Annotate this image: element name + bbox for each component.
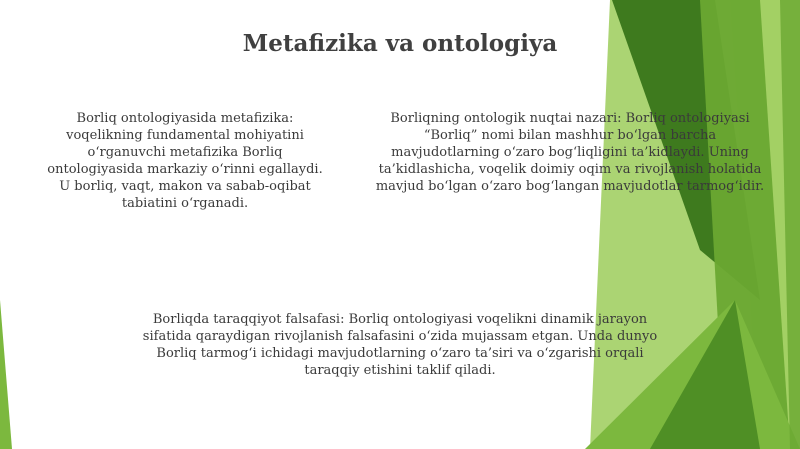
text-block-development-philosophy: Borliqda taraqqiyot falsafasi: Borliq ontologiyasi voqelikni dinamik jarayon sifatida qaraydigan rivojlanish falsafasini o‘zida mujassam etgan. Unda dunyo Borliq tarmog‘i ichidagi mavjudotlarning o‘zaro ta’siri va o‘zgarishi orqali taraqqiy etishini taklif qiladi. [142,312,658,378]
facet-left-edge [0,300,12,449]
slide-title: Metafizika va ontologiya [242,30,558,57]
text-block-metaphysics: Borliq ontologiyasida metafizika: voqelikning fundamental mohiyatini o‘rganuvchi metafizika Borliq ontologiyasida markaziy o‘rinni egallaydi. U borliq, vaqt, makon va sabab-oqibat tabiatini o‘rganadi. [47,111,323,211]
text-block-ontological-view: Borliqning ontologik nuqtai nazari: Borliq ontologiyasi “Borliq” nomi bilan mashhur bo‘lgan barcha mavjudotlarning o‘zaro bog‘liqligini ta’kidlaydi. Uning ta’kidlashicha, voqelik doimiy oqim va rivojlanish holatida mavjud bo‘lgan o‘zaro bog‘langan mavjudotlar tarmog‘idir. [375,111,765,194]
